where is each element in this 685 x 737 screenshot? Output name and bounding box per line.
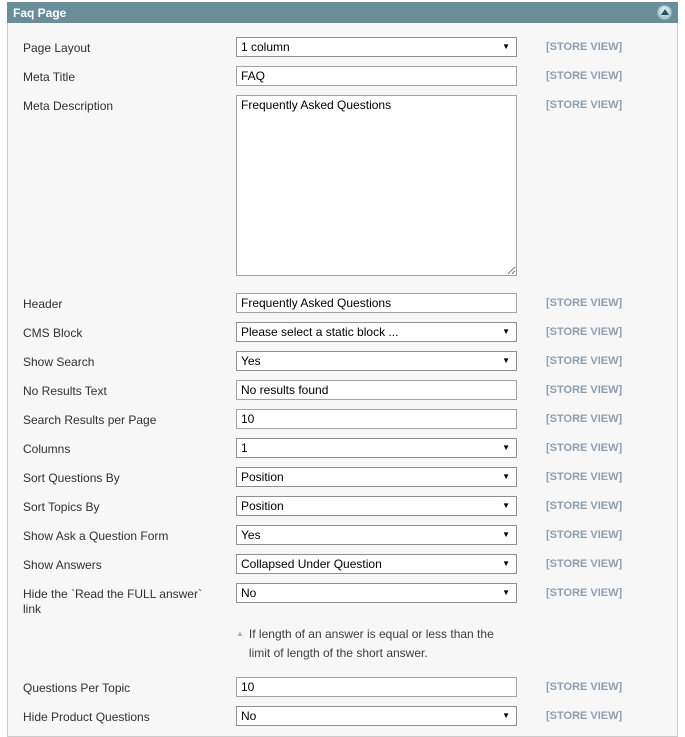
section-header bbox=[7, 2, 678, 23]
field-row-show-answers bbox=[23, 554, 677, 574]
search-results-per-page-input[interactable] bbox=[236, 409, 517, 429]
field-row-questions-per-topic bbox=[23, 677, 677, 697]
meta-title-input[interactable] bbox=[236, 66, 517, 86]
scope-label: [STORE VIEW] bbox=[546, 442, 623, 454]
no-results-text-input[interactable] bbox=[236, 380, 517, 400]
sort-topics-by-select[interactable]: Position ▼ bbox=[236, 496, 517, 516]
field-label: Sort Questions By bbox=[23, 471, 120, 485]
field-row-sort-topics-by bbox=[23, 496, 677, 516]
field-row-cms-block bbox=[23, 322, 677, 342]
dropdown-arrow-icon: ▼ bbox=[502, 356, 510, 365]
dropdown-arrow-icon: ▼ bbox=[502, 501, 510, 510]
scope-label: [STORE VIEW] bbox=[546, 587, 623, 599]
note-triangle-icon: ▲ bbox=[236, 629, 244, 638]
sort-questions-by-select[interactable]: Position ▼ bbox=[236, 467, 517, 487]
field-label: Show Search bbox=[23, 355, 95, 369]
scope-label: [STORE VIEW] bbox=[546, 471, 623, 483]
dropdown-arrow-icon: ▼ bbox=[502, 530, 510, 539]
hide-product-questions-select[interactable]: No ▼ bbox=[236, 706, 517, 726]
section-body bbox=[7, 23, 678, 737]
field-label: Sort Topics By bbox=[23, 500, 100, 514]
field-row-page-layout bbox=[23, 37, 677, 57]
field-label: Meta Description bbox=[23, 99, 114, 113]
scope-label: [STORE VIEW] bbox=[546, 500, 623, 512]
field-row-meta-description bbox=[23, 95, 677, 276]
header-input[interactable] bbox=[236, 293, 517, 313]
field-label: No Results Text bbox=[23, 384, 107, 398]
field-row-meta-title bbox=[23, 66, 677, 86]
field-row-show-ask-a-question-form bbox=[23, 525, 677, 545]
field-label: Show Answers bbox=[23, 558, 102, 572]
scope-label: [STORE VIEW] bbox=[546, 710, 623, 722]
field-label: Columns bbox=[23, 442, 71, 456]
questions-per-topic-input[interactable] bbox=[236, 677, 517, 697]
field-row-columns bbox=[23, 438, 677, 458]
dropdown-arrow-icon: ▼ bbox=[502, 472, 510, 481]
field-label: Questions Per Topic bbox=[23, 681, 131, 695]
scope-label: [STORE VIEW] bbox=[546, 681, 623, 693]
field-row-header bbox=[23, 293, 677, 313]
show-search-select[interactable]: Yes ▼ bbox=[236, 351, 517, 371]
scope-label: [STORE VIEW] bbox=[546, 70, 623, 82]
collapse-section-button[interactable] bbox=[657, 5, 672, 20]
field-label: Show Ask a Question Form bbox=[23, 529, 169, 543]
chevron-up-icon bbox=[661, 9, 669, 15]
field-label: CMS Block bbox=[23, 326, 83, 340]
field-row-search-results-per-page bbox=[23, 409, 677, 429]
scope-label: [STORE VIEW] bbox=[546, 297, 623, 309]
field-row-sort-questions-by bbox=[23, 467, 677, 487]
field-label: Hide the `Read the FULL answer` link bbox=[23, 587, 202, 616]
scope-label: [STORE VIEW] bbox=[546, 413, 623, 425]
faq-page-section bbox=[7, 2, 678, 737]
dropdown-arrow-icon: ▼ bbox=[502, 443, 510, 452]
field-row-hide-read-full-answer-link bbox=[23, 583, 677, 663]
field-row-show-search bbox=[23, 351, 677, 371]
field-label: Search Results per Page bbox=[23, 413, 157, 427]
show-ask-a-question-form-select[interactable]: Yes ▼ bbox=[236, 525, 517, 545]
scope-label: [STORE VIEW] bbox=[546, 355, 623, 367]
hide-read-full-answer-link-select[interactable]: No ▼ bbox=[236, 583, 517, 603]
cms-block-select[interactable]: Please select a static block ... ▼ bbox=[236, 322, 517, 342]
dropdown-arrow-icon: ▼ bbox=[502, 42, 510, 51]
field-row-hide-product-questions bbox=[23, 706, 677, 726]
field-note-text: If length of an answer is equal or less than the limit of length of the short answer. bbox=[248, 627, 494, 660]
field-label: Meta Title bbox=[23, 70, 76, 84]
dropdown-arrow-icon: ▼ bbox=[502, 327, 510, 336]
dropdown-arrow-icon: ▼ bbox=[502, 559, 510, 568]
section-title: Faq Page bbox=[13, 5, 67, 20]
scope-label: [STORE VIEW] bbox=[546, 326, 623, 338]
field-row-no-results-text bbox=[23, 380, 677, 400]
meta-description-textarea[interactable] bbox=[236, 95, 517, 276]
field-label: Header bbox=[23, 297, 63, 311]
field-label: Hide Product Questions bbox=[23, 710, 150, 724]
show-answers-select[interactable]: Collapsed Under Question ▼ bbox=[236, 554, 517, 574]
scope-label: [STORE VIEW] bbox=[546, 99, 623, 111]
scope-label: [STORE VIEW] bbox=[546, 384, 623, 396]
scope-label: [STORE VIEW] bbox=[546, 41, 623, 53]
field-note bbox=[236, 625, 517, 663]
dropdown-arrow-icon: ▼ bbox=[502, 588, 510, 597]
columns-select[interactable]: 1 ▼ bbox=[236, 438, 517, 458]
scope-label: [STORE VIEW] bbox=[546, 529, 623, 541]
dropdown-arrow-icon: ▼ bbox=[502, 711, 510, 720]
page-layout-select[interactable]: 1 column ▼ bbox=[236, 37, 517, 57]
scope-label: [STORE VIEW] bbox=[546, 558, 623, 570]
field-label: Page Layout bbox=[23, 41, 91, 55]
